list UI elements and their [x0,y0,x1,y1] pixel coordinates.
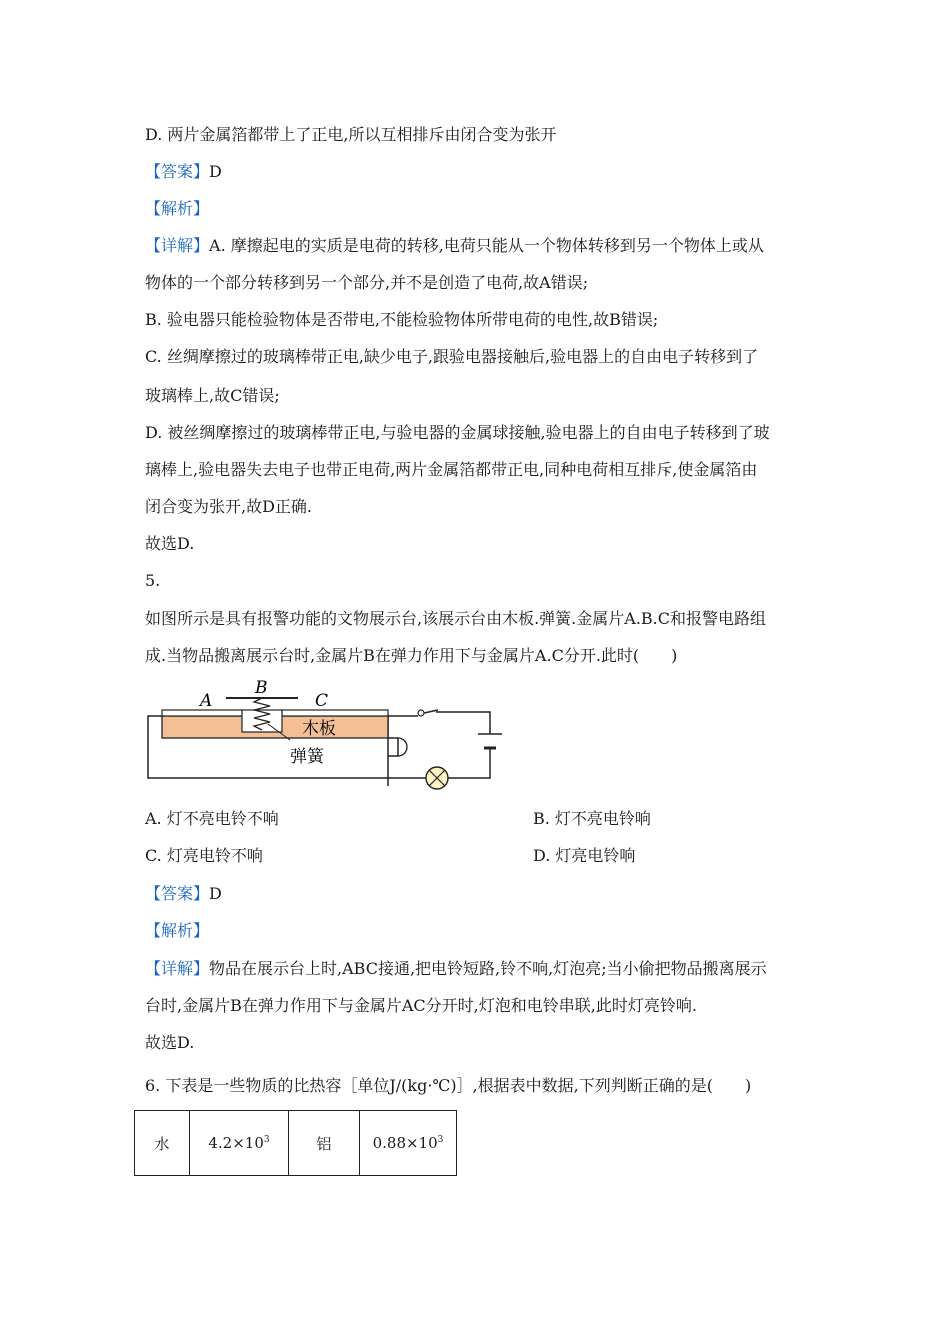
q5-conclusion: 故选D. [145,1033,195,1052]
switch-contact-icon [418,710,424,716]
label-board: 木板 [302,719,336,739]
label-c: C [315,691,329,711]
table-cell: 水 [135,1111,190,1176]
q4-detail-line: 闭合变为张开,故D正确. [145,497,313,516]
detail-tag: 【详解】 [145,959,210,978]
table-cell [360,1111,457,1176]
q4-option-d: D. 两片金属箔都带上了正电,所以互相排斥由闭合变为张开 [145,125,557,144]
q5-analysis-tag: 【解析】 [145,921,210,940]
q5-detail-line: 台时,金属片B在弹力作用下与金属片AC分开时,灯泡和电铃串联,此时灯亮铃响. [145,996,697,1015]
table-cell: 铝 [289,1111,360,1176]
q4-conclusion: 故选D. [145,534,195,553]
q4-detail-line: D. 被丝绸摩擦过的玻璃棒带正电,与验电器的金属球接触,验电器上的自由电子转移到了玻 [145,423,770,442]
q4-detail-line: 璃棒上,验电器失去电子也带正电荷,两片金属箔都带正电,同种电荷相互排斥,使金属箔由 [145,460,758,479]
q5-option-a: A. 灯不亮电铃不响 [145,809,279,828]
q6-stem: 6. 下表是一些物质的比热容［单位J/(kg·℃)］,根据表中数据,下列判断正确的是( ) [145,1076,752,1095]
q5-number: 5. [145,571,161,590]
q5-stem-line: 成.当物品搬离展示台时,金属片B在弹力作用下与金属片A.C分开.此时( ) [145,646,678,665]
label-b: B [255,678,268,698]
q4-detail-line: 玻璃棒上,故C错误; [145,386,280,405]
cell-exponent: 3 [263,1135,270,1145]
q5-option-c: C. 灯亮电铃不响 [145,846,263,865]
answer-tag: 【答案】 [145,884,210,903]
answer-value: D [209,884,222,903]
cell-exponent: 3 [437,1135,444,1145]
label-a: A [200,691,213,711]
switch-lever-icon [424,710,438,713]
answer-value: D [209,162,222,181]
answer-tag: 【答案】 [145,162,210,181]
q4-detail-line [145,236,764,256]
q5-option-b: B. 灯不亮电铃响 [533,809,651,828]
metal-strip-c [282,710,388,716]
q4-detail-line: C. 丝绸摩擦过的玻璃棒带正电,缺少电子,跟验电器接触后,验电器上的自由电子转移到了 [145,347,759,366]
detail-text: 物品在展示台上时,ABC接通,把电铃短路,铃不响,灯泡亮;当小偷把物品搬离展示 [209,959,767,978]
q4-detail-line: 物体的一个部分转移到另一个部分,并不是创造了电荷,故A错误; [145,273,589,292]
q5-stem-line: 如图所示是具有报警功能的文物展示台,该展示台由木板.弹簧.金属片A.B.C和报警电路组 [145,609,766,628]
table-row [135,1111,457,1176]
q5-answer [145,884,222,904]
q4-detail-line: B. 验电器只能检验物体是否带电,不能检验物体所带电荷的电性,故B错误; [145,310,659,329]
label-spring: 弹簧 [290,747,324,767]
cell-mantissa: 4.2×10 [208,1134,264,1152]
q5-detail-line [145,959,767,979]
q4-analysis-tag: 【解析】 [145,199,210,218]
cell-mantissa: 0.88×10 [372,1134,438,1152]
bell-icon [398,738,407,756]
spring-recess [242,710,282,732]
q4-answer [145,162,222,182]
detail-tag: 【详解】 [145,236,210,255]
q5-option-d: D. 灯亮电铃响 [533,846,636,865]
table-cell [190,1111,289,1176]
detail-text: A. 摩擦起电的实质是电荷的转移,电荷只能从一个物体转移到另一个物体上或从 [209,236,764,255]
alarm-circuit-diagram [140,676,510,796]
specific-heat-table [134,1110,457,1176]
